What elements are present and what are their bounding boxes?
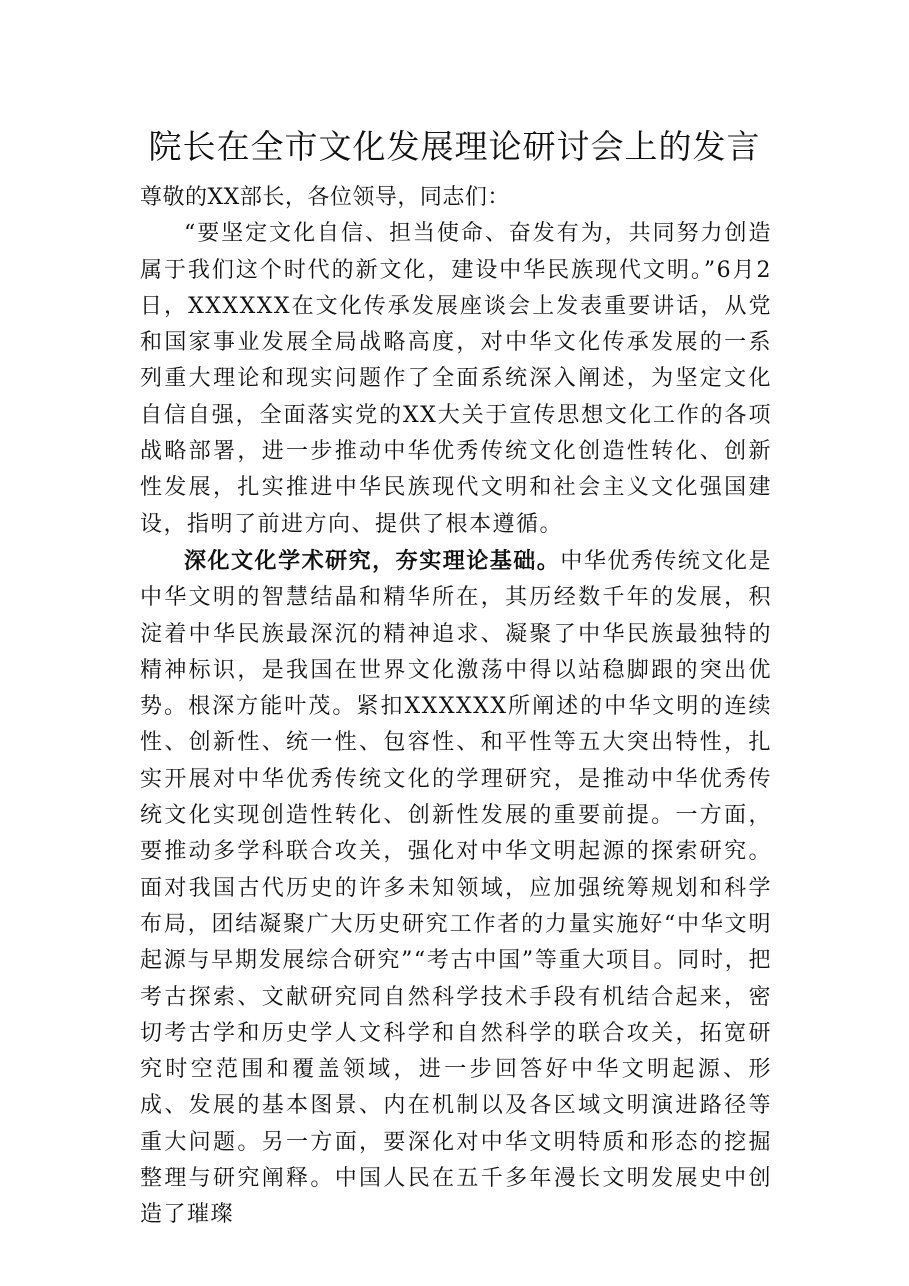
document-body (140, 180, 772, 1234)
paragraph-2-body: 中华优秀传统文化是中华文明的智慧结晶和精华所在，其历经数千年的发展，积淀着中华民族最深沉的精神追求、凝聚了中华民族最独特的精神标识，是我国在世界文化激荡中得以站稳脚跟的突出优势。根深方能叶茂。紧扣XXXXXX所阐述的中华文明的连续性、创新性、统一性、包容性、和平性等五大突出特性，扎实开展对中华优秀传统文化的学理研究，是推动中华优秀传统文化实现创造性转化、创新性发展的重要前提。一方面，要推动多学科联合攻关，强化对中华文明起源的探索研究。面对我国古代历史的许多未知领域，应加强统筹规划和科学布局，团结凝聚广大历史研究工作者的力量实施好“中华文明起源与早期发展综合研究”“考古中国”等重大项目。同时，把考古探索、文献研究同自然科学技术手段有机结合起来，密切考古学和历史学人文科学和自然科学的联合攻关，拓宽研究时空范围和覆盖领域，进一步回答好中华文明起源、形成、发展的基本图景、内在机制以及各区域文明演进路径等重大问题。另一方面，要深化对中华文明特质和形态的挖掘整理与研究阐释。中国人民在五千多年漫长文明发展史中创造了璀璨 (140, 548, 772, 1228)
document-title: 院长在全市文化发展理论研讨会上的发言 (148, 127, 761, 166)
paragraph-1: “要坚定文化自信、担当使命、奋发有为，共同努力创造属于我们这个时代的新文化，建设中华民族现代文明。”6月2日，XXXXXX在文化传承发展座谈会上发表重要讲话，从党和国家事业发展全局战略高度，对中华文化传承发展的一系列重大理论和现实问题作了全面系统深入阐述，为坚定文化自信自强，全面落实党的XX大关于宣传思想文化工作的各项战略部署，进一步推动中华优秀传统文化创造性转化、创新性发展，扎实推进中华民族现代文明和社会主义文化强国建设，指明了前进方向、提供了根本遵循。 (140, 221, 772, 537)
paragraph-2 (140, 543, 772, 1234)
paragraph-2-lead: 深化文化学术研究，夯实理论基础。 (184, 547, 561, 574)
salutation: 尊敬的XX部长，各位领导，同志们： (140, 185, 510, 210)
